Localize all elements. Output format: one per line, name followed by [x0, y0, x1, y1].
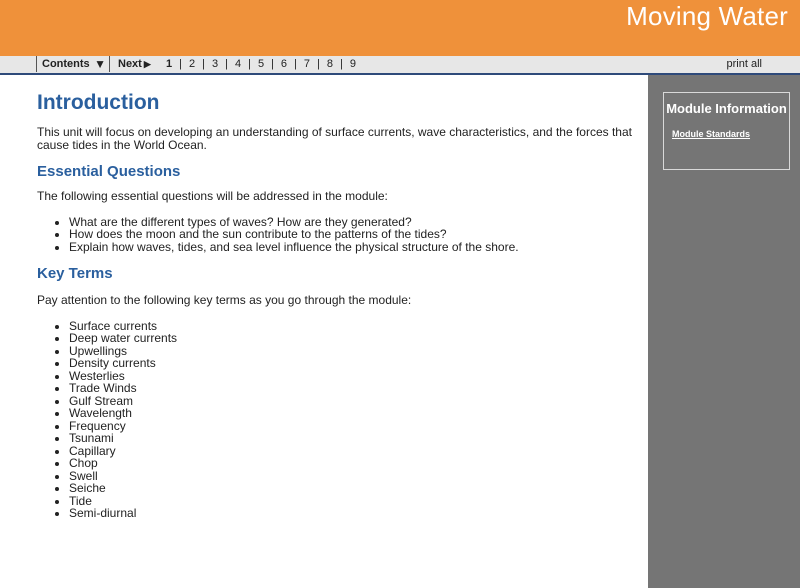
nav-bar [0, 56, 800, 75]
essential-questions-heading: Essential Questions [37, 163, 181, 180]
module-information-box [663, 92, 790, 170]
page-link-2[interactable]: 2 [188, 58, 196, 70]
site-title: Moving Water [626, 1, 788, 31]
page-title: Introduction [37, 91, 160, 114]
sidebar [648, 75, 800, 588]
page-separator: | [202, 58, 205, 70]
page-link-4[interactable]: 4 [234, 58, 242, 70]
next-button[interactable] [118, 56, 151, 72]
page-link-7[interactable]: 7 [303, 58, 311, 70]
key-term-item: • Seiche [69, 482, 637, 495]
contents-dropdown[interactable] [36, 56, 110, 72]
page-link-6[interactable]: 6 [280, 58, 288, 70]
key-term-item: • Surface currents [69, 320, 637, 333]
page-link-3[interactable]: 3 [211, 58, 219, 70]
page-separator: | [248, 58, 251, 70]
page-separator: | [179, 58, 182, 70]
page-separator: | [225, 58, 228, 70]
page-header [0, 0, 800, 56]
page-separator: | [271, 58, 274, 70]
page-navigation [166, 56, 356, 72]
dropdown-arrow-icon: ▼ [94, 57, 106, 71]
key-term-item: • Wavelength [69, 407, 637, 420]
key-term-item: • Density currents [69, 357, 637, 370]
print-all-link[interactable]: print all [726, 58, 762, 70]
key-term-item: • Westerlies [69, 370, 637, 383]
page-link-9[interactable]: 9 [349, 58, 356, 70]
key-term-item: • Chop [69, 457, 637, 470]
key-term-item: • Tsunami [69, 432, 637, 445]
essential-questions-lead: The following essential questions will be addressed in the module: [37, 189, 388, 203]
intro-paragraph: This unit will focus on developing an understanding of surface currents, wave characteristics, and the forces that cause tides in the World Ocean. [37, 125, 632, 152]
key-term-item: • Frequency [69, 420, 637, 433]
page-separator: | [340, 58, 343, 70]
essential-question-item: • Explain how waves, tides, and sea level influence the physical structure of the shore. [69, 241, 637, 254]
page-separator: | [317, 58, 320, 70]
main-content [37, 90, 637, 520]
essential-questions-list [37, 216, 637, 254]
key-term-item: • Semi-diurnal [69, 507, 637, 520]
page-link-5[interactable]: 5 [257, 58, 265, 70]
key-term-item: • Trade Winds [69, 382, 637, 395]
key-term-item: • Gulf Stream [69, 395, 637, 408]
play-arrow-icon: ▶ [143, 59, 151, 69]
key-terms-list [37, 320, 637, 520]
key-term-item: • Deep water currents [69, 332, 637, 345]
key-term-item: • Swell [69, 470, 637, 483]
page-separator: | [294, 58, 297, 70]
module-standards-link[interactable]: Module Standards [672, 129, 751, 139]
key-term-item: • Tide [69, 495, 637, 508]
contents-label: Contents [42, 58, 90, 70]
essential-question-item: • What are the different types of waves? How are they generated? [69, 216, 637, 229]
essential-question-item: • How does the moon and the sun contribute to the patterns of the tides? [69, 228, 637, 241]
page-link-1[interactable]: 1 [166, 58, 173, 70]
key-terms-heading: Key Terms [37, 265, 113, 282]
page-link-8[interactable]: 8 [326, 58, 334, 70]
module-information-title: Module Information [666, 101, 787, 116]
next-label: Next [118, 58, 142, 70]
key-term-item: • Upwellings [69, 345, 637, 358]
key-term-item: • Capillary [69, 445, 637, 458]
key-terms-lead: Pay attention to the following key terms as you go through the module: [37, 293, 412, 307]
